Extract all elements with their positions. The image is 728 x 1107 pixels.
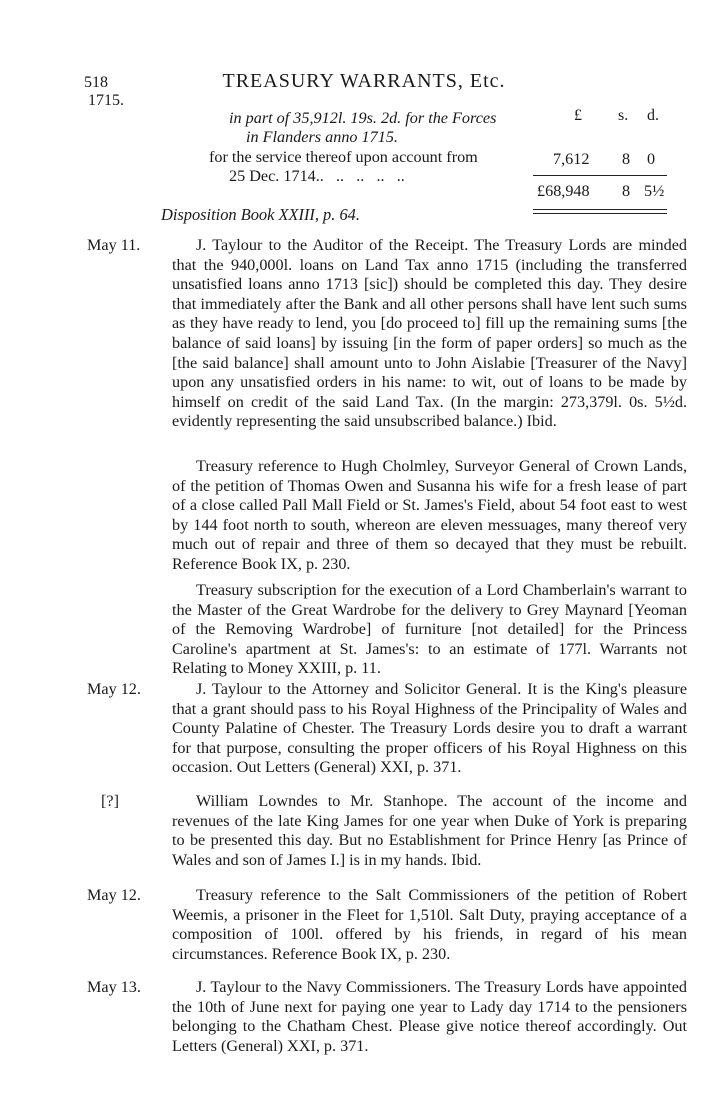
account-line-2: in Flanders anno 1715.	[246, 128, 398, 146]
account-line-1: in part of 35,912l. 19s. 2d. for the Forces	[229, 109, 497, 127]
entry-paragraph: Treasury reference to Hugh Cholmley, Surveyor General of Crown Lands, of the petition of Thomas Owen and Susanna his wife for a fresh lease of part of a close called Pall Mall Field or St. James's Field, about 54 foot east to west by 144 foot north to south, whereon are eleven messuages, many thereof very much out of repair and three of them so decayed that they must be rebuilt. Reference Book IX, p. 230.	[172, 457, 687, 573]
entry-date: May 12.	[87, 680, 141, 698]
subtotal-rule	[533, 175, 667, 176]
year-marker: 1715.	[88, 92, 124, 109]
account-line-4: 25 Dec. 1714.. .. .. .. ..	[229, 167, 405, 185]
page-number: 518	[84, 74, 108, 91]
entry-paragraph: William Lowndes to Mr. Stanhope. The account of the income and revenues of the late King James for one year when Duke of York is preparing to be presented this day. But no Establishment for Prince Henry [as Prince of Wales and son of James I.] is in my hands. Ibid.	[172, 792, 687, 869]
entry-date: May 11.	[87, 236, 141, 254]
running-header: TREASURY WARRANTS, Etc.	[222, 70, 506, 92]
amount-pounds: 7,612	[553, 150, 590, 168]
entry-paragraph: Treasury reference to the Salt Commissioners of the petition of Robert Weemis, a prisoner in the Fleet for 1,510l. Salt Duty, praying acceptance of a composition of 100l. offered by his friends, in regard of his mean circumstances. Reference Book IX, p. 230.	[172, 886, 687, 963]
total-pounds: £68,948	[537, 182, 590, 200]
column-pounds-header: £	[574, 107, 582, 124]
account-line-3: for the service thereof upon account from	[209, 148, 478, 166]
total-pence: 5½	[644, 182, 665, 200]
total-rule-bottom	[533, 213, 667, 214]
entry-date: May 12.	[87, 886, 141, 904]
entry-paragraph: J. Taylour to the Navy Commissioners. The Treasury Lords have appointed the 10th of June next for paying one year to Lady day 1714 to the pensioners belonging to the Chatham Chest. Please give notice thereof accordingly. Out Letters (General) XXI, p. 371.	[172, 978, 687, 1055]
entry-date: [?]	[101, 792, 119, 810]
entry-paragraph: J. Taylour to the Auditor of the Receipt. The Treasury Lords are minded that the 940,000l. loans on Land Tax anno 1715 (including the transferred unsatisfied loans anno 1713 [sic]) should be completed this day. They desire that immediately after the Bank and all other persons shall have lent such sums as they have ready to lend, you [do proceed to] fill up the remaining sums [the balance of said loans] by issuing [in the form of paper orders] so much as the [the said balance] shall amount unto to John Aislabie [Treasurer of the Navy] upon any unsatisfied orders in his name: to wit, out of loans to be made by himself on credit of the said Land Tax. (In the margin: 273,379l. 0s. 5½d. evidently representing the said unsubscribed balance.) Ibid.	[172, 236, 687, 431]
total-rule-top	[533, 209, 667, 210]
entry-date: May 13.	[87, 978, 141, 996]
entry-paragraph: Treasury subscription for the execution of a Lord Chamberlain's warrant to the Master of the Great Wardrobe for the delivery to Grey Maynard [Yeoman of the Removing Wardrobe] of furniture [not detailed] for the Princess Caroline's apartment at St. James's: to an estimate of 177l. Warrants not Relating to Money XXIII, p. 11.	[172, 581, 687, 678]
amount-pence: 0	[647, 150, 656, 168]
entry-paragraph: J. Taylour to the Attorney and Solicitor General. It is the King's pleasure that a grant should pass to his Royal Highness of the Principality of Wales and County Palatine of Chester. The Treasury Lords desire you to draft a warrant for that purpose, consulting the proper officers of his Royal Highness on this occasion. Out Letters (General) XXI, p. 371.	[172, 680, 687, 777]
column-shillings-header: s.	[618, 107, 629, 124]
column-pence-header: d.	[647, 107, 659, 124]
amount-shillings: 8	[622, 150, 631, 168]
total-shillings: 8	[622, 182, 631, 200]
disposition-reference: Disposition Book XXIII, p. 64.	[161, 205, 360, 224]
